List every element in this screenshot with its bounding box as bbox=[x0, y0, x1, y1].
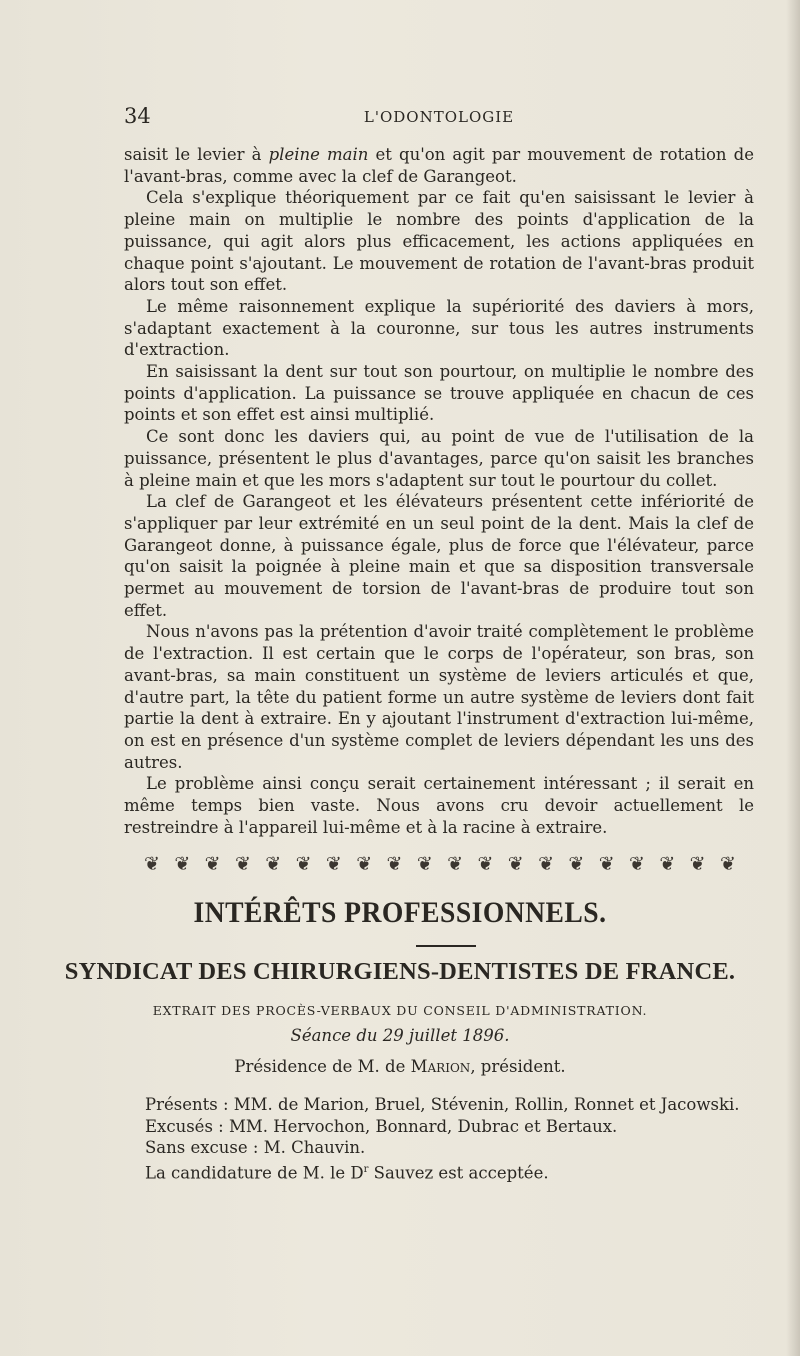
minutes-list bbox=[145, 1094, 765, 1184]
candidature-sup: r bbox=[363, 1163, 369, 1175]
paragraph-1-start: saisit le levier à bbox=[124, 145, 269, 164]
presents-line: Présents : MM. de Marion, Bruel, Stévenin, Rollin, Ronnet et Jacowski. bbox=[145, 1095, 740, 1114]
paragraph-1-end: et qu'on agit par mouvement de rotation de l'avant-bras, comme avec la clef de Garangeot. bbox=[124, 145, 754, 186]
section-title: INTÉRÊTS PROFESSIONNELS. bbox=[193, 896, 607, 929]
page-number: 34 bbox=[124, 104, 151, 128]
ornament-glyph-icon: ❦ bbox=[295, 853, 312, 875]
ornament-glyph-icon: ❦ bbox=[659, 853, 676, 875]
president-name: Marion bbox=[410, 1057, 471, 1076]
ornament-glyph-icon: ❦ bbox=[568, 853, 585, 875]
ornament-glyph-icon: ❦ bbox=[447, 853, 464, 875]
paragraph-7: Nous n'avons pas la prétention d'avoir traité complètement le problème de l'extraction. Il est certain que le corps de l'opérateur, son bras, son avant-bras, sa main constituent un système de leviers articulés et que, d'autre part, la tête du patient forme un autre système de leviers dont fait partie la dent à extraire. En y ajoutant l'instrument d'extraction lui-même, on est en présence d'un système complet de leviers dépendant les uns des autres. bbox=[124, 622, 754, 772]
title-rule bbox=[416, 945, 476, 947]
seance-date bbox=[0, 1026, 800, 1045]
ornament-glyph-icon: ❦ bbox=[386, 853, 403, 875]
presidence-line bbox=[0, 1057, 800, 1076]
ornament-glyph-icon: ❦ bbox=[629, 853, 645, 875]
candidature-before: La candidature de M. le D bbox=[145, 1163, 364, 1182]
paragraph-2: Cela s'explique théoriquement par ce fait qu'en saisissant le levier à pleine main on multiplie le nombre des points d'application de la puissance, qui agit alors plus efficacement, les actions appliquées en chaque point s'ajoutant. Le mouvement de rotation de l'avant-bras produit alors tout son effet. bbox=[124, 188, 754, 295]
ornament-glyph-icon: ❦ bbox=[325, 853, 342, 875]
ornament-glyph-icon: ❦ bbox=[174, 853, 191, 875]
extract-subheading: EXTRAIT DES PROCÈS-VERBAUX DU CONSEIL D'ADMINISTRATION. bbox=[152, 1003, 648, 1018]
paragraph-4: En saisissant la dent sur tout son pourtour, on multiplie le nombre des points d'application. La puissance se trouve appliquée en chacun de ces points et son effet est ainsi multiplié. bbox=[124, 362, 754, 425]
italic-phrase: pleine main bbox=[268, 145, 369, 164]
presidence-before: Présidence de M. de bbox=[234, 1057, 411, 1076]
ornament-glyph-icon: ❦ bbox=[234, 853, 251, 875]
ornament-glyph-icon: ❦ bbox=[144, 853, 160, 875]
paragraph-6: La clef de Garangeot et les élévateurs présentent cette infériorité de s'appliquer par leur extrémité en un seul point de la dent. Mais la clef de Garangeot donne, à puissance égale, plus de force que l'élévateur, parce qu'on saisit la poignée à pleine main et que sa disposition transversale permet au mouvement de torsion de l'avant-bras de produire tout son effet. bbox=[124, 492, 754, 620]
ornament-glyph-icon: ❦ bbox=[265, 853, 282, 875]
ornament-glyph-icon: ❦ bbox=[598, 853, 615, 875]
syndicate-heading: SYNDICAT DES CHIRURGIENS-DENTISTES DE FRANCE. bbox=[64, 958, 736, 985]
paragraph-8: Le problème ainsi conçu serait certainement intéressant ; il serait en même temps bien vaste. Nous avons cru devoir actuellement le restreindre à l'appareil lui-même et à la racine à extraire. bbox=[124, 774, 754, 837]
excuses-line: Excusés : MM. Hervochon, Bonnard, Dubrac et Bertaux. bbox=[145, 1116, 618, 1136]
paragraph-1 bbox=[124, 144, 754, 187]
page-edge-shadow bbox=[786, 0, 800, 1356]
ornament-glyph-icon: ❦ bbox=[477, 853, 494, 875]
paragraph-5: Ce sont donc les daviers qui, au point de vue de l'utilisation de la puissance, présentent le plus d'avantages, parce qu'on saisit les branches à pleine main et que les mors s'adaptent sur tout le pourtour du collet. bbox=[124, 427, 754, 490]
ornament-glyph-icon: ❦ bbox=[356, 853, 373, 875]
seance-prefix: Séance du bbox=[290, 1026, 383, 1045]
candidature-after: Sauvez est acceptée. bbox=[368, 1163, 549, 1182]
ornament-glyph-icon: ❦ bbox=[204, 853, 221, 875]
ornament-glyph-icon: ❦ bbox=[416, 853, 433, 875]
ornament-glyph-icon: ❦ bbox=[719, 853, 736, 875]
paragraph-3: Le même raisonnement explique la supériorité des daviers à mors, s'adaptant exactement à la couronne, sur tous les autres instruments d'extraction. bbox=[124, 296, 754, 360]
ornament-glyph-icon: ❦ bbox=[507, 853, 524, 875]
sans-excuse-line: Sans excuse : M. Chauvin. bbox=[145, 1138, 366, 1157]
running-head: L'ODONTOLOGIE bbox=[363, 108, 515, 126]
ornament-glyph-icon: ❦ bbox=[689, 853, 706, 875]
article-body bbox=[124, 144, 754, 839]
presidence-after: , président. bbox=[470, 1057, 566, 1076]
ornament-glyph-icon: ❦ bbox=[538, 853, 555, 875]
ornamental-divider bbox=[138, 852, 742, 876]
page-header bbox=[124, 104, 754, 132]
seance-date-value: 29 juillet 1896. bbox=[382, 1026, 510, 1045]
candidature-line bbox=[145, 1159, 765, 1184]
